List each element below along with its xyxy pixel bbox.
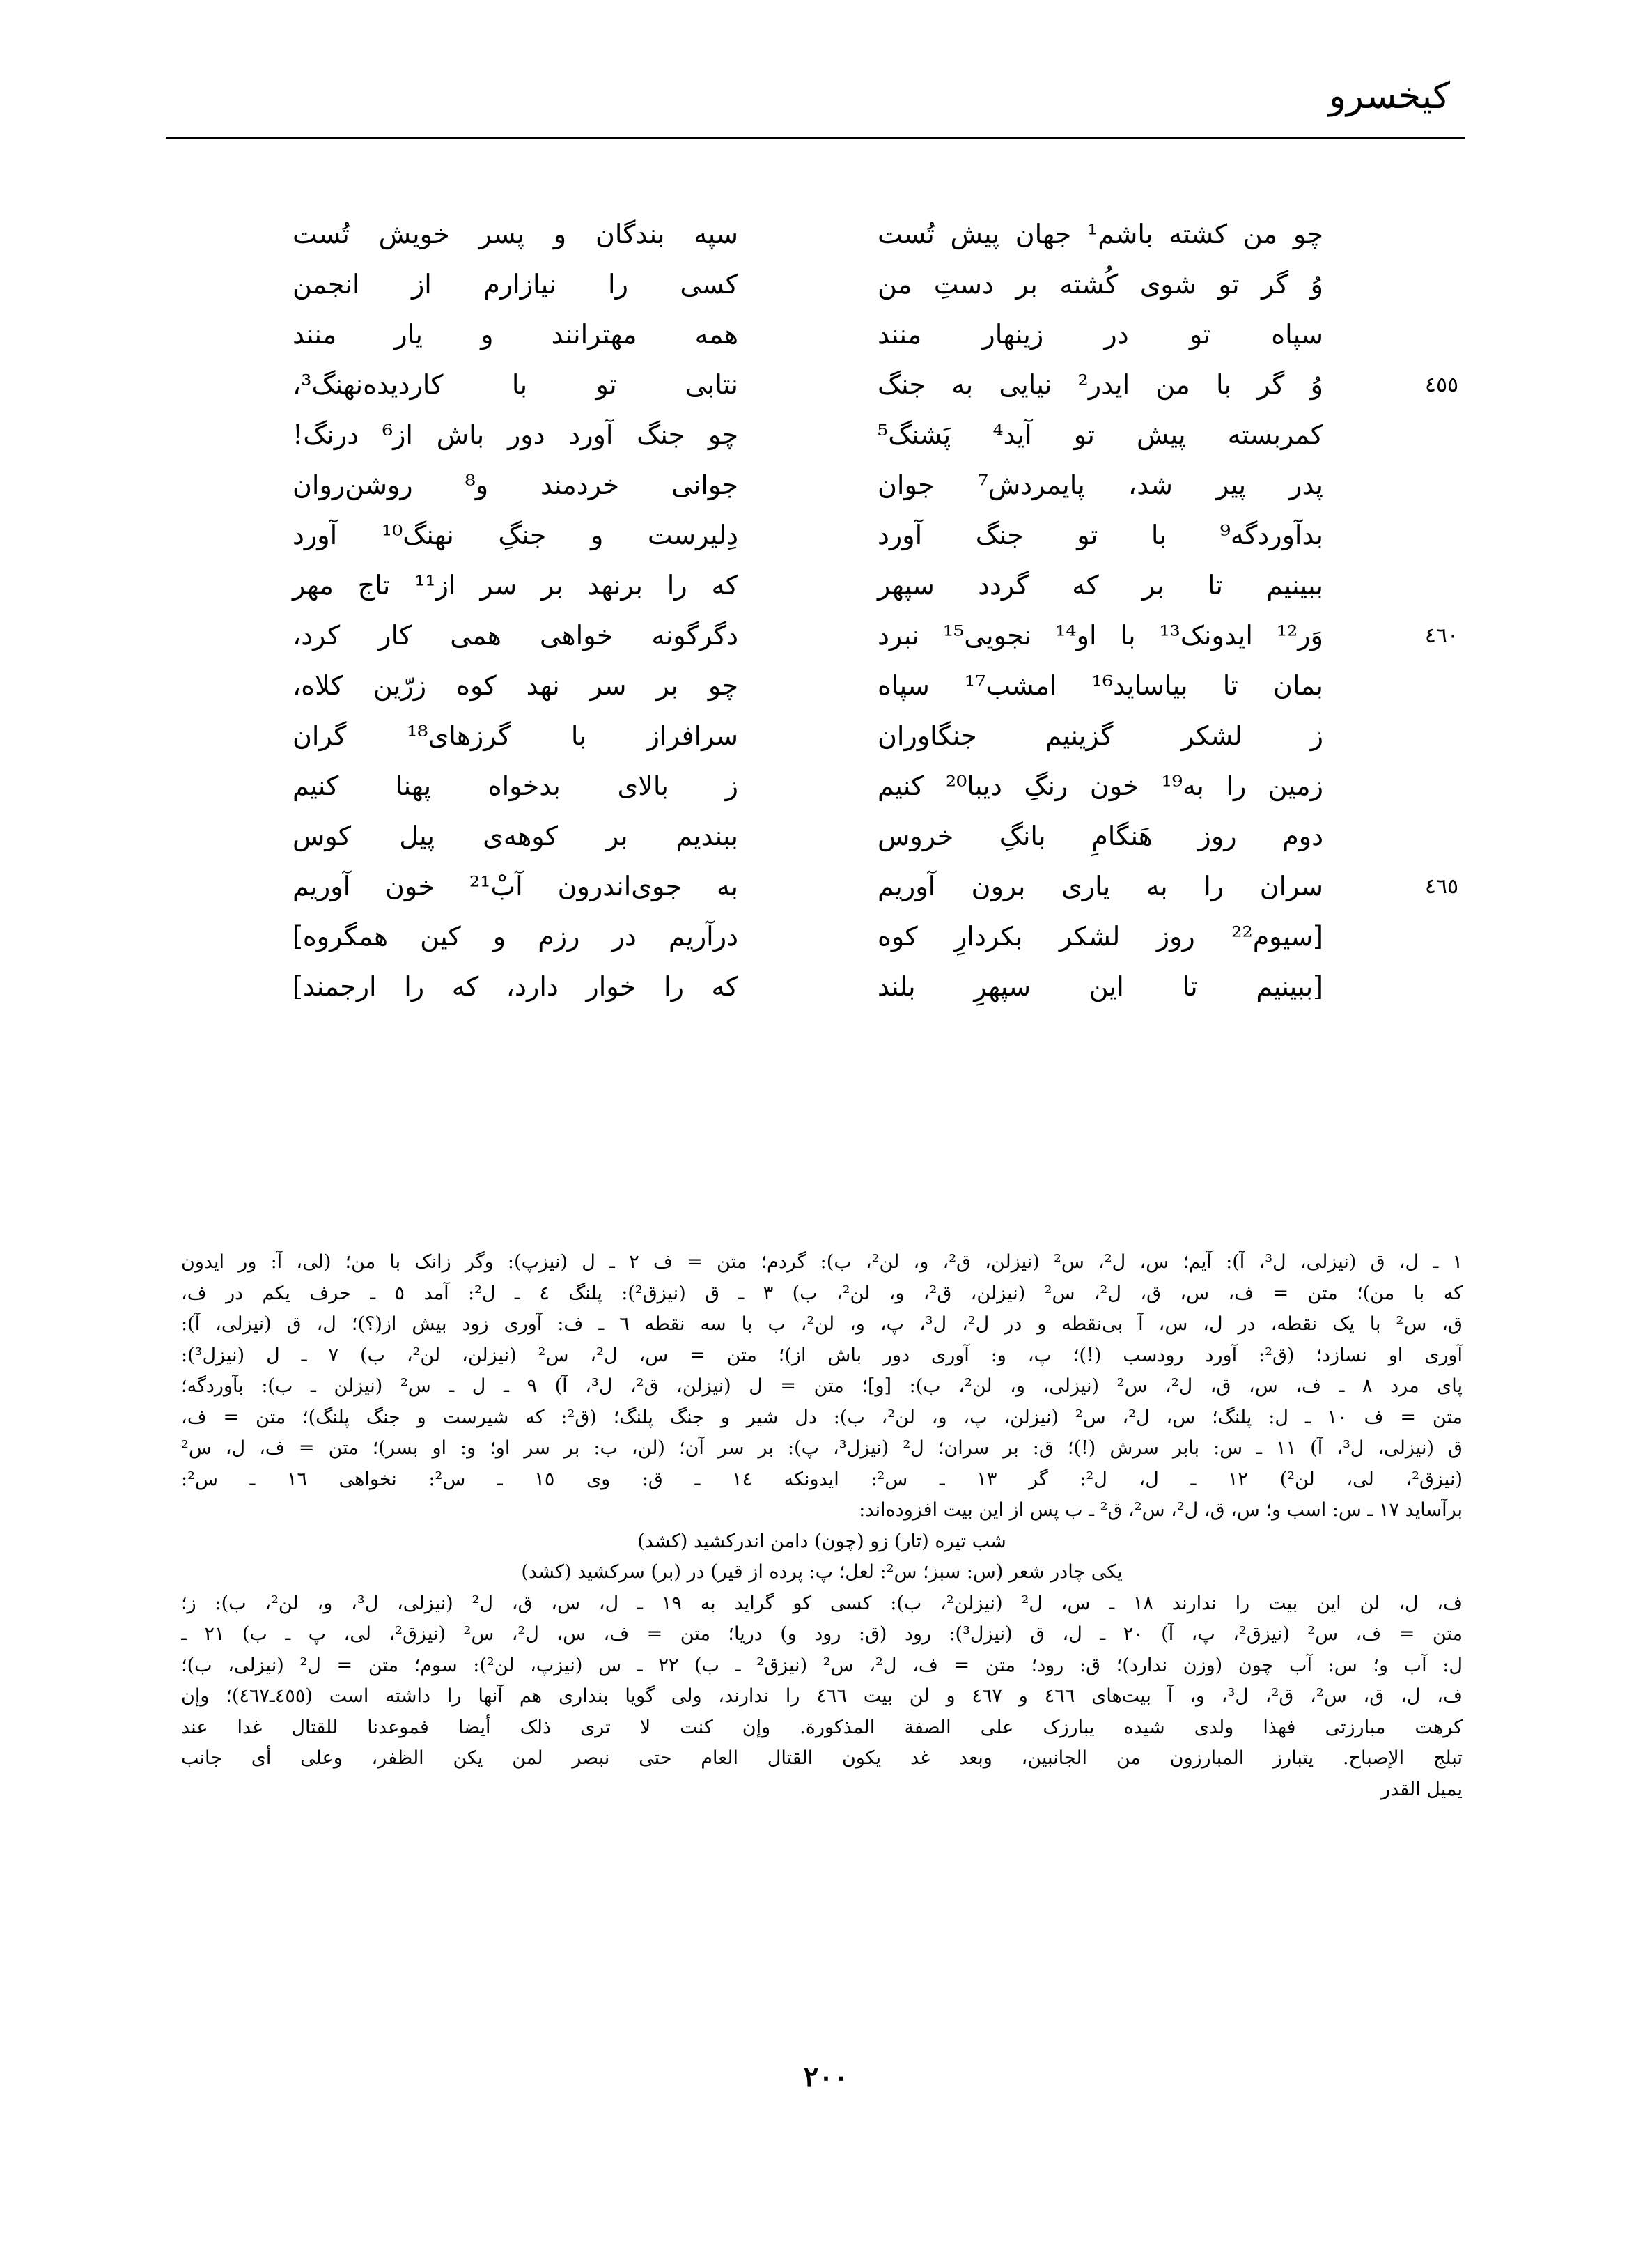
footnote-added-verse: یکی چادر شعر (س: سبز؛ س²: لعل؛ پ: پرده از قیر) در (بر) سرکشید (کشد): [521, 1561, 1123, 1583]
couplet: [293, 560, 1323, 610]
couplet: [293, 359, 1459, 410]
couplet: [293, 911, 1323, 961]
hemistich-left: درآریم در رزم و کین همگروه]: [293, 921, 738, 952]
couplet: [293, 410, 1323, 460]
hemistich-left: سپه بندگان و پسر خویش تُست: [293, 219, 738, 249]
hemistich-right: زمین را به¹⁹ خون رنگِ دیبا²⁰ کنیم: [878, 771, 1323, 801]
hemistich-right: بدآوردگه⁹ با تو جنگ آورد: [878, 520, 1323, 550]
couplet: [293, 961, 1323, 1012]
footnote-line: برآساید ١٧ ـ س: اسب و؛ س، ق، ل²، س²، ق² ـ ب پس از این بیت افزوده‌اند:: [859, 1499, 1463, 1521]
hemistich-right: [ببینیم تا این سپهرِ بلند: [878, 971, 1323, 1002]
hemistich-right: سپاه تو در زینهار منند: [878, 319, 1323, 350]
hemistich-left: به جوی‌اندرون آبْ²¹ خون آوریم: [293, 871, 738, 901]
hemistich-left: ز بالای بدخواه پهنا کنیم: [293, 771, 738, 801]
hemistich-right: ببینیم تا بر که گردد سپهر: [878, 570, 1323, 601]
footnote-line: کرهت مبارزتی فهذا ولدی شیده یبارزک علی الصفة المذکورة. وإن کنت لا تری ذلک أیضا فموعدنا للقتال غدا عند: [181, 1716, 1463, 1738]
couplet: [293, 811, 1323, 861]
hemistich-left: ببندیم بر کوهه‌ی پیل کوس: [293, 821, 738, 851]
footnote-line: ق، س² با یک نقطه، در ل، س، آ بی‌نقطه و در ل²، ل³، پ، و، لن²، ب با سه نقطه ٦ ـ ف: آوری زود بیش از(؟)؛ ل، ق (نیزلی، آ):: [181, 1313, 1463, 1335]
footnote-line: ل: آب و؛ س: آب چون (وزن ندارد)؛ ق: رود؛ متن = ف، ل²، س² (نیزق² ـ ب) ٢٢ ـ س (نیزپ، لن²): سوم؛ متن = ل² (نیزلی، ب)؛: [181, 1654, 1463, 1676]
footnote-line: ف، ل، لن این بیت را ندارند ١٨ ـ س، ل² (نیزلن²، ب): کسی کو گراید به ١٩ ـ ل، س، ق، ل² (نیزلی، ل³، و، لن²، ب): ز؛: [181, 1592, 1463, 1614]
running-title: کیخسرو: [1328, 75, 1450, 117]
verse-line-number: ٤٥٥: [1424, 372, 1459, 397]
couplet: [293, 861, 1459, 911]
poem-block: [293, 209, 1459, 1012]
hemistich-right: دوم روز هَنگامِ بانگِ خروس: [878, 821, 1323, 851]
header-rule: [166, 137, 1465, 139]
hemistich-right: کمربسته پیش تو آید⁴ پَشنگ⁵: [878, 419, 1323, 450]
hemistich-right: ز لشکر گزینیم جنگاوران: [878, 720, 1323, 751]
hemistich-left: چو جنگ آورد دور باش از⁶ درنگ!: [293, 419, 738, 450]
hemistich-left: که را خوار دارد، که را ارجمند]: [293, 971, 738, 1002]
hemistich-right: وُ گر تو شوی کُشته بر دستِ من: [878, 269, 1323, 300]
couplet: [293, 660, 1323, 711]
couplet: [293, 711, 1323, 761]
hemistich-left: دِلیرست و جنگِ نهنگ¹⁰ آورد: [293, 520, 738, 550]
page-number: ٢٠٠: [803, 2061, 849, 2093]
couplet: [293, 209, 1323, 259]
footnote-line: آوری او نسازد؛ (ق²: آورد رودسب (!)؛ پ، و: آوری دور باش از)؛ متن = س، ل²، س² (نیزلن، لن²، ب) ٧ ـ ل (نیزل³):: [181, 1344, 1463, 1366]
footnote-line: یمیل القدر: [1381, 1778, 1463, 1800]
hemistich-left: سرافراز با گرزهای¹⁸ گران: [293, 720, 738, 751]
hemistich-right: بمان تا بیاساید¹⁶ امشب¹⁷ سپاه: [878, 670, 1323, 701]
hemistich-left: جوانی خردمند و⁸ روشن‌روان: [293, 470, 738, 500]
couplet: [293, 510, 1323, 560]
hemistich-right: وُ گر با من ایدر² نیایی به جنگ: [878, 369, 1323, 400]
hemistich-right: [سیوم²² روز لشکر بکردارِ کوه: [878, 921, 1323, 952]
couplet: [293, 610, 1459, 660]
footnote-line: ق (نیزلی، ل³، آ) ١١ ـ س: بابر سرش (!)؛ ق: بر سران؛ ل² (نیزل³، پ): بر سر آن؛ (لن، ب: بر سر او؛ و: او بسر)؛ متن = ف، ل، س²: [181, 1437, 1463, 1459]
footnote-line: ١ ـ ل، ق (نیزلی، ل³، آ): آیم؛ س، ل²، س² (نیزلن، ق²، و، لن²، ب): گردم؛ متن = ف ٢ ـ ل (نیزپ): وگر زانک با من؛ (لی، آ: ور ایدون: [181, 1251, 1463, 1273]
hemistich-right: وَر¹² ایدونک¹³ با او¹⁴ نجویی¹⁵ نبرد: [878, 620, 1323, 651]
footnote-line: پای مرد ٨ ـ ف، س، ق، ل²، س² (نیزلی، و، لن²، ب): [و]؛ متن = ل (نیزلن، ق²، ل³، آ) ٩ ـ ل ـ س² (نیزلن ـ ب): بآوردگه؛: [181, 1375, 1463, 1397]
hemistich-left: که را برنهد بر سر از¹¹ تاج مهر: [293, 570, 739, 601]
verse-line-number: ٤٦٠: [1424, 623, 1459, 648]
verse-line-number: ٤٦٥: [1424, 874, 1459, 899]
couplet: [293, 309, 1323, 359]
couplet: [293, 460, 1323, 510]
hemistich-left: همه مهترانند و یار منند: [293, 319, 738, 350]
footnote-line: تبلج الإصباح. یتبارز المبارزون من الجانبین، وبعد غد یکون القتال العام حتی نبصر لمن یکن الظفر، وعلی أی جانب: [181, 1747, 1463, 1769]
footnote-line: متن = ف، س² (نیزق²، پ، آ) ٢٠ ـ ل، ق (نیزل³): رود (ق: رود و) دریا؛ متن = ف، س، ل²، س² (نیزق²، لی، پ ـ ب) ٢١ ـ: [181, 1623, 1463, 1645]
footnote-line: که با من)؛ متن = ف، س، ق، ل²، س² (نیزلن، ق²، و، لن²، ب) ٣ ـ ق (نیزق²): پلنگ ٤ ـ ل²: آمد ٥ ـ حرف یکم در ف،: [181, 1282, 1463, 1304]
hemistich-left: چو بر سر نهد کوه زرّین کلاه،: [293, 670, 738, 701]
hemistich-left: دگرگونه خواهی همی کار کرد،: [293, 620, 738, 651]
footnote-line: متن = ف ١٠ ـ ل: پلنگ؛ س، ل²، س² (نیزلن، پ، و، لن²، ب): دل شیر و جنگ پلنگ؛ (ق²: که شیرست و جنگ پلنگ)؛ متن = ف،: [181, 1406, 1463, 1428]
hemistich-left: کسی را نیازارم از انجمن: [293, 269, 738, 300]
hemistich-right: سران را به یاری برون آوریم: [878, 871, 1323, 901]
hemistich-right: پدر پیر شد، پایمردش⁷ جوان: [878, 470, 1323, 500]
footnote-added-verse: شب تیره (تار) زو (چون) دامن اندرکشید (کشد): [637, 1530, 1006, 1552]
footnote-line: (نیزق²، لی، لن²) ١٢ ـ ل، ل²: گر ١٣ ـ س²: ایدونکه ١٤ ـ ق: وی ١٥ ـ س²: نخواهی ١٦ ـ س²:: [181, 1468, 1463, 1490]
hemistich-right: چو من کشته باشم¹ جهان پیش تُست: [878, 219, 1323, 249]
couplet: [293, 259, 1323, 309]
hemistich-left: نتابی تو با کاردیده‌نهنگ³،: [293, 369, 738, 400]
couplet: [293, 761, 1323, 811]
footnotes-block: [181, 1247, 1463, 1805]
footnote-line: ف، ل، ق، س²، ق²، ل³، و، آ بیت‌های ٤٦٦ و ٤٦٧ و لن بیت ٤٦٦ را ندارند، ولی گویا بنداری هم آنها را داشته است (٤٥٥ـ٤٦٧)؛ وإن: [181, 1685, 1463, 1707]
